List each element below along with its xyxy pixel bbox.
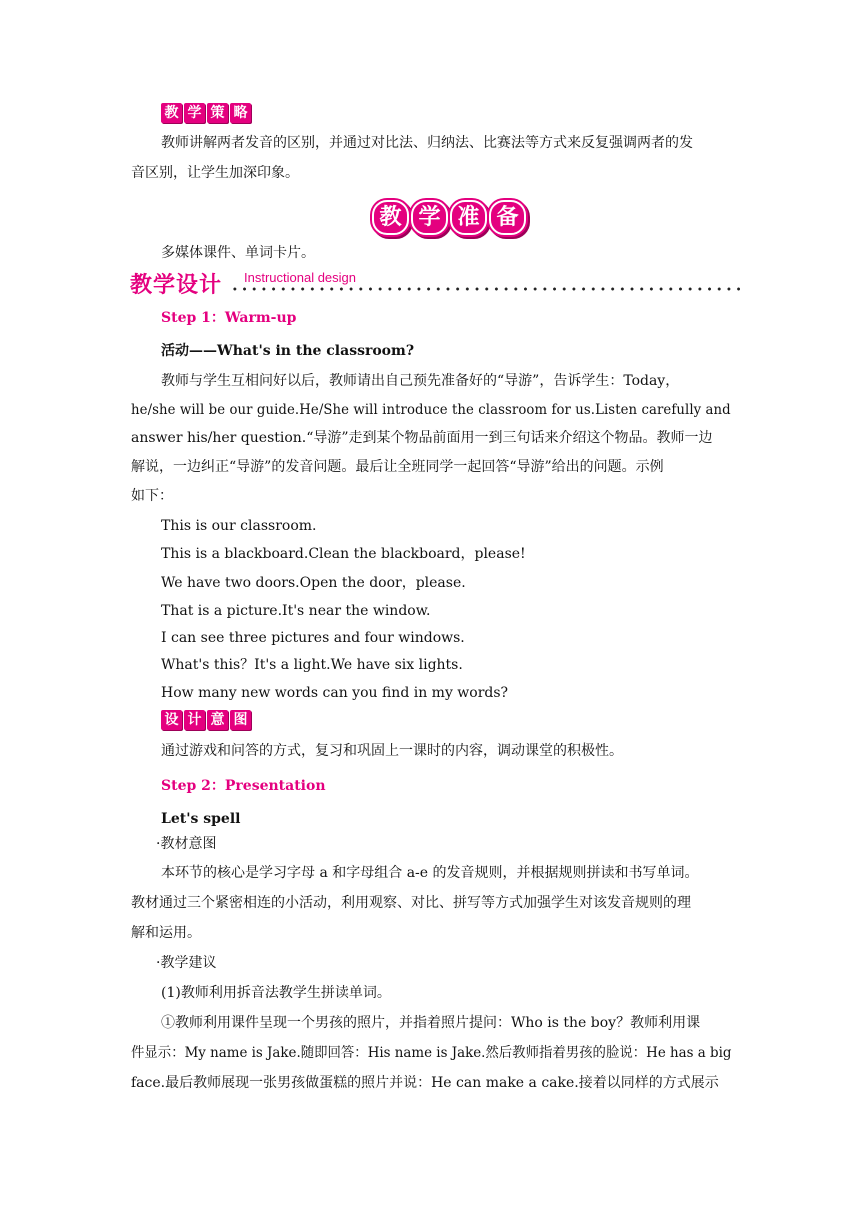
example-line: I can see three pictures and four windows.: [161, 630, 465, 646]
example-line: This is a blackboard.Clean the blackboard，please!: [161, 546, 526, 562]
tag-char: 教: [161, 103, 182, 123]
step2-subtitle: Let's spell: [161, 811, 241, 827]
tag-char: 图: [230, 710, 251, 730]
example-line: We have two doors.Open the door，please.: [161, 575, 466, 591]
example-line: That is a picture.It's near the window.: [161, 603, 431, 619]
step1-activity: 活动——What's in the classroom?: [161, 343, 415, 359]
suggest-line: face.最后教师展现一张男孩做蛋糕的照片并说：He can make a cake.接着以同样的方式展示: [131, 1075, 719, 1091]
tag-char: 策: [207, 103, 228, 123]
step1-title: Step 1：Warm-up: [161, 310, 297, 326]
tag-char: 学: [184, 103, 205, 123]
material-label: ·教材意图: [156, 836, 217, 852]
step1-paragraph-line: 如下：: [131, 488, 173, 504]
prep-text: 多媒体课件、单词卡片。: [161, 245, 315, 261]
strategy-text-line: 教师讲解两者发音的区别，并通过对比法、归纳法、比赛法等方式来反复强调两者的发: [161, 135, 693, 151]
design-intent-tag: [161, 710, 251, 730]
step1-paragraph-line: 教师与学生互相问好以后，教师请出自己预先准备好的“导游”，告诉学生：Today，: [161, 373, 680, 389]
suggest-label: ·教学建议: [156, 955, 217, 971]
suggest-line: ①教师利用课件呈现一个男孩的照片，并指着照片提问：Who is the boy？教师利用课: [161, 1015, 701, 1031]
example-line: How many new words can you find in my words?: [161, 685, 509, 701]
design-heading-cn: 教学设计: [130, 273, 223, 298]
tag-char: 计: [184, 710, 205, 730]
suggest-item: (1)教师利用拆音法教学生拼读单词。: [161, 985, 391, 1001]
dotted-divider: [230, 286, 740, 292]
design-heading-en: Instructional design: [244, 270, 357, 285]
tag-char: 略: [230, 103, 251, 123]
material-line: 教材通过三个紧密相连的小活动，利用观察、对比、拼写等方式加强学生对该发音规则的理: [131, 895, 691, 911]
heading-char: 备: [489, 200, 526, 235]
strategy-text-line: 音区别，让学生加深印象。: [131, 165, 299, 181]
teaching-strategy-tag: [161, 103, 251, 123]
heading-char: 准: [450, 200, 487, 235]
intent-text: 通过游戏和问答的方式，复习和巩固上一课时的内容，调动课堂的积极性。: [161, 743, 623, 759]
heading-char: 学: [411, 200, 448, 235]
tag-char: 设: [161, 710, 182, 730]
example-line: What's this？It's a light.We have six lights.: [161, 657, 463, 673]
example-line: This is our classroom.: [161, 518, 317, 534]
suggest-line: 件显示：My name is Jake.随即回答：His name is Jake.然后教师指着男孩的脸说：He has a big: [131, 1045, 732, 1061]
step2-title: Step 2：Presentation: [161, 778, 326, 794]
teaching-prep-heading: [372, 200, 526, 235]
material-line: 本环节的核心是学习字母 a 和字母组合 a-e 的发音规则，并根据规则拼读和书写单词。: [161, 865, 699, 881]
step1-paragraph-line: 解说，一边纠正“导游”的发音问题。最后让全班同学一起回答“导游”给出的问题。示例: [131, 459, 664, 475]
heading-char: 教: [372, 200, 409, 235]
material-line: 解和运用。: [131, 925, 201, 941]
step1-paragraph-line: answer his/her question.“导游”走到某个物品前面用一到三句话来介绍这个物品。教师一边: [131, 430, 713, 446]
instructional-design-heading: [130, 266, 740, 300]
step1-paragraph-line: he/she will be our guide.He/She will introduce the classroom for us.Listen carefully and: [131, 402, 731, 418]
tag-char: 意: [207, 710, 228, 730]
